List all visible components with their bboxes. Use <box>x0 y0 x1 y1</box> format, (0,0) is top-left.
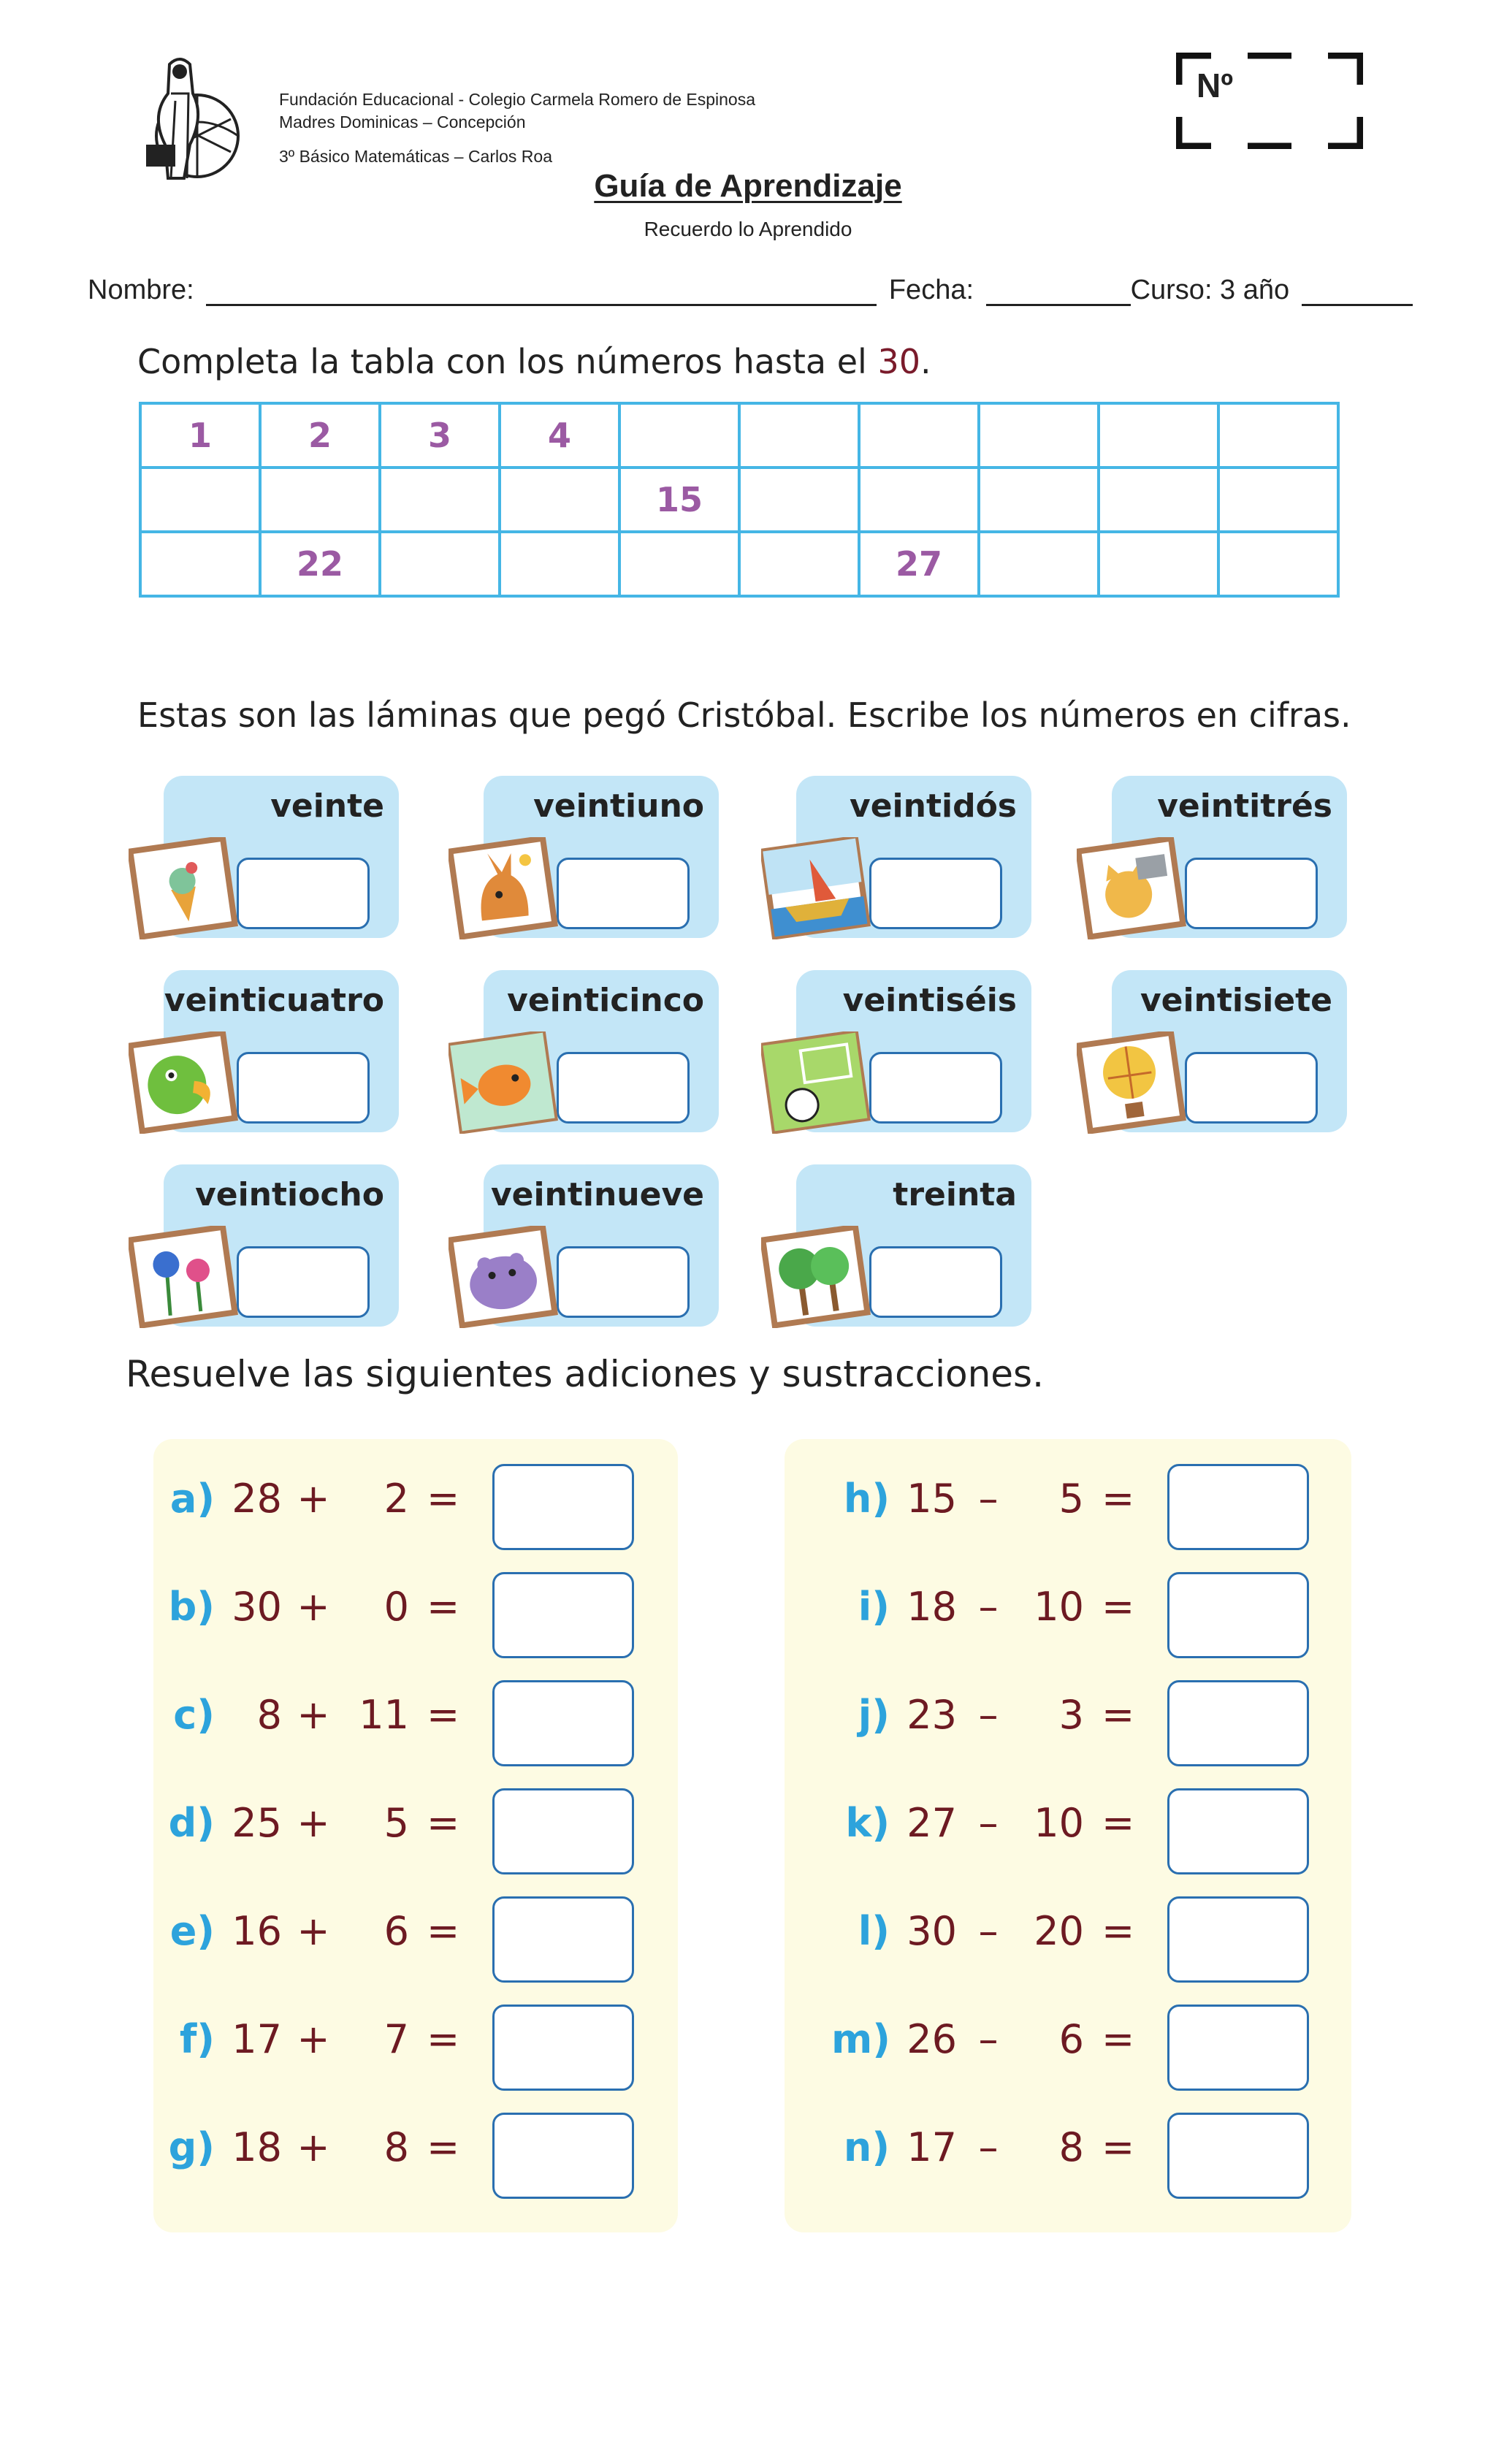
name-label: Nombre: <box>88 275 194 305</box>
course-label: Curso: 3 año <box>1130 275 1290 305</box>
answer-box[interactable] <box>492 1572 634 1658</box>
table-cell-empty[interactable] <box>739 403 859 468</box>
equals-sign: = <box>427 1476 460 1522</box>
second-operand: 7 <box>383 2016 409 2062</box>
number-word: veintitrés <box>1157 787 1332 825</box>
student-form <box>88 275 1424 306</box>
table-cell-empty[interactable] <box>1099 532 1218 596</box>
number-word: veinticuatro <box>164 982 384 1019</box>
number-word: veintiséis <box>842 982 1017 1019</box>
second-operand: 5 <box>1058 1476 1084 1522</box>
date-label: Fecha: <box>888 275 974 305</box>
number-word: veintiocho <box>195 1176 384 1213</box>
table-cell-empty[interactable] <box>979 403 1099 468</box>
first-operand: 28 <box>232 1476 282 1522</box>
target-number: 30 <box>877 342 920 381</box>
first-operand: 26 <box>907 2016 957 2062</box>
operations-instruction: Resuelve las siguientes adiciones y sustracciones. <box>126 1353 1044 1395</box>
answer-box[interactable] <box>557 858 690 929</box>
sticker-card <box>1077 970 1347 1132</box>
sticker-card <box>129 776 399 938</box>
school-logo <box>117 50 256 185</box>
second-operand: 6 <box>383 1908 409 1954</box>
second-operand: 10 <box>1034 1800 1084 1846</box>
number-word: veinte <box>270 787 384 825</box>
answer-box[interactable] <box>492 2113 634 2199</box>
answer-box[interactable] <box>237 1052 370 1124</box>
operator: – <box>978 1908 999 1954</box>
number-word: veinticinco <box>507 982 704 1019</box>
table-cell-empty[interactable] <box>500 532 619 596</box>
answer-box[interactable] <box>492 1680 634 1766</box>
sticker-card <box>449 970 719 1132</box>
operator: – <box>978 1692 999 1738</box>
fish-icon <box>449 1031 558 1134</box>
equals-sign: = <box>1102 2124 1135 2170</box>
table-cell-given: 15 <box>619 468 739 532</box>
second-operand: 10 <box>1034 1584 1084 1630</box>
sticker-card <box>761 970 1031 1132</box>
exercise-label: d) <box>168 1800 215 1846</box>
answer-box[interactable] <box>237 858 370 929</box>
answer-box[interactable] <box>492 2005 634 2091</box>
number-word: veintinueve <box>490 1176 704 1213</box>
exercise-label: h) <box>843 1476 890 1522</box>
exercise-label: l) <box>858 1908 890 1954</box>
table-cell-empty[interactable] <box>500 468 619 532</box>
table-row <box>140 532 1338 596</box>
second-operand: 5 <box>383 1800 409 1846</box>
school-name: Fundación Educacional - Colegio Carmela Romero de Espinosa <box>279 90 756 109</box>
table-cell-empty[interactable] <box>859 468 979 532</box>
operator: + <box>297 2124 330 2170</box>
exercise-label: k) <box>845 1800 890 1846</box>
equals-sign: = <box>427 2124 460 2170</box>
first-operand: 15 <box>907 1476 957 1522</box>
table-row <box>140 403 1338 468</box>
first-operand: 8 <box>256 1692 282 1738</box>
first-operand: 25 <box>232 1800 282 1846</box>
first-operand: 23 <box>907 1692 957 1738</box>
answer-box[interactable] <box>492 1788 634 1874</box>
table-cell-empty[interactable] <box>979 532 1099 596</box>
course-teacher: 3º Básico Matemáticas – Carlos Roa <box>279 147 552 166</box>
table-cell-empty[interactable] <box>380 532 500 596</box>
equals-sign: = <box>1102 1800 1135 1846</box>
exercise-label: c) <box>173 1692 215 1738</box>
table-cell-given: 22 <box>260 532 380 596</box>
first-operand: 30 <box>232 1584 282 1630</box>
sticker-card <box>129 970 399 1132</box>
equals-sign: = <box>1102 1908 1135 1954</box>
table-cell-given: 2 <box>260 403 380 468</box>
table-row <box>140 468 1338 532</box>
exercise-label: b) <box>168 1584 215 1630</box>
table-cell-empty[interactable] <box>1218 403 1338 468</box>
stickers-instruction: Estas son las láminas que pegó Cristóbal. Escribe los números en cifras. <box>137 695 1351 735</box>
exercise-label: f) <box>179 2016 215 2062</box>
number-label: Nº <box>1197 66 1234 104</box>
table-cell-given: 3 <box>380 403 500 468</box>
course-field[interactable] <box>1302 278 1413 306</box>
first-operand: 17 <box>907 2124 957 2170</box>
exercise-label: a) <box>169 1476 215 1522</box>
operator: + <box>297 1692 330 1738</box>
answer-box[interactable] <box>869 858 1002 929</box>
operator: – <box>978 2124 999 2170</box>
first-operand: 18 <box>232 2124 282 2170</box>
equals-sign: = <box>1102 1476 1135 1522</box>
answer-box[interactable] <box>1167 1572 1309 1658</box>
operator: + <box>297 2016 330 2062</box>
equals-sign: = <box>427 2016 460 2062</box>
table-instruction: Completa la tabla con los números hasta el 30. <box>137 342 931 381</box>
answer-box[interactable] <box>1185 1052 1318 1124</box>
table-cell-given: 27 <box>859 532 979 596</box>
table-cell-empty[interactable] <box>1099 403 1218 468</box>
soccer-icon <box>761 1031 871 1134</box>
ice-cream-icon <box>129 837 238 939</box>
first-operand: 27 <box>907 1800 957 1846</box>
page-subtitle: Recuerdo lo Aprendido <box>644 218 852 240</box>
number-word: veintidós <box>850 787 1017 825</box>
first-operand: 30 <box>907 1908 957 1954</box>
sticker-card <box>1077 776 1347 938</box>
second-operand: 0 <box>383 1584 409 1630</box>
table-cell-empty[interactable] <box>739 532 859 596</box>
equals-sign: = <box>1102 1584 1135 1630</box>
sticker-card <box>449 776 719 938</box>
flowers-icon <box>129 1226 238 1328</box>
exercise-label: i) <box>858 1584 890 1630</box>
number-word: veintiuno <box>533 787 704 825</box>
operator: – <box>978 1584 999 1630</box>
answer-box[interactable] <box>557 1246 690 1318</box>
equals-sign: = <box>427 1584 460 1630</box>
first-operand: 17 <box>232 2016 282 2062</box>
operator: – <box>978 1476 999 1522</box>
name-field[interactable] <box>206 278 877 306</box>
equals-sign: = <box>1102 1692 1135 1738</box>
table-cell-empty[interactable] <box>859 403 979 468</box>
exercise-label: n) <box>843 2124 890 2170</box>
table-cell-empty[interactable] <box>619 403 739 468</box>
trees-icon <box>761 1226 871 1328</box>
second-operand: 6 <box>1058 2016 1084 2062</box>
operator: – <box>978 1800 999 1846</box>
answer-box[interactable] <box>1167 1896 1309 1983</box>
equals-sign: = <box>427 1692 460 1738</box>
table-cell-empty[interactable] <box>619 532 739 596</box>
operator: + <box>297 1584 330 1630</box>
table-cell-empty[interactable] <box>380 468 500 532</box>
table-cell-empty[interactable] <box>260 468 380 532</box>
rabbit-icon <box>449 837 558 939</box>
hippo-icon <box>449 1226 558 1328</box>
table-cell-empty[interactable] <box>979 468 1099 532</box>
equals-sign: = <box>427 1800 460 1846</box>
answer-box[interactable] <box>1167 1788 1309 1874</box>
table-cell-empty[interactable] <box>140 532 260 596</box>
answer-box[interactable] <box>492 1464 634 1550</box>
parrot-icon <box>129 1031 238 1134</box>
operator: + <box>297 1800 330 1846</box>
answer-box[interactable] <box>1167 2005 1309 2091</box>
answer-box[interactable] <box>869 1052 1002 1124</box>
equals-sign: = <box>1102 2016 1135 2062</box>
boat-icon <box>761 837 871 939</box>
answer-box[interactable] <box>1167 1680 1309 1766</box>
table-cell-empty[interactable] <box>1218 468 1338 532</box>
answer-box[interactable] <box>1167 2113 1309 2199</box>
second-operand: 2 <box>383 1476 409 1522</box>
exercise-label: j) <box>858 1692 890 1738</box>
cat-icon <box>1077 837 1186 939</box>
date-field[interactable] <box>986 278 1131 306</box>
number-word: veintisiete <box>1140 982 1332 1019</box>
balloon-icon <box>1077 1031 1186 1134</box>
second-operand: 20 <box>1034 1908 1084 1954</box>
number-table <box>139 402 1340 598</box>
table-cell-empty[interactable] <box>1099 468 1218 532</box>
exercise-label: g) <box>168 2124 215 2170</box>
school-order: Madres Dominicas – Concepción <box>279 112 526 131</box>
sticker-card <box>761 776 1031 938</box>
page-title: Guía de Aprendizaje <box>594 168 902 204</box>
second-operand: 11 <box>359 1692 409 1738</box>
table-cell-given: 1 <box>140 403 260 468</box>
sticker-card <box>761 1164 1031 1327</box>
answer-box[interactable] <box>1167 1464 1309 1550</box>
answer-box[interactable] <box>492 1896 634 1983</box>
table-cell-empty[interactable] <box>1218 532 1338 596</box>
table-cell-given: 4 <box>500 403 619 468</box>
second-operand: 3 <box>1058 1692 1084 1738</box>
operator: + <box>297 1908 330 1954</box>
table-cell-empty[interactable] <box>140 468 260 532</box>
table-cell-empty[interactable] <box>739 468 859 532</box>
equals-sign: = <box>427 1908 460 1954</box>
number-word: treinta <box>893 1176 1017 1213</box>
first-operand: 18 <box>907 1584 957 1630</box>
answer-box[interactable] <box>557 1052 690 1124</box>
second-operand: 8 <box>1058 2124 1084 2170</box>
second-operand: 8 <box>383 2124 409 2170</box>
answer-box[interactable] <box>869 1246 1002 1318</box>
operator: + <box>297 1476 330 1522</box>
answer-box[interactable] <box>237 1246 370 1318</box>
operator: – <box>978 2016 999 2062</box>
exercise-label: e) <box>169 1908 215 1954</box>
first-operand: 16 <box>232 1908 282 1954</box>
sticker-card <box>449 1164 719 1327</box>
sticker-card <box>129 1164 399 1327</box>
answer-box[interactable] <box>1185 858 1318 929</box>
exercise-label: m) <box>831 2016 890 2062</box>
